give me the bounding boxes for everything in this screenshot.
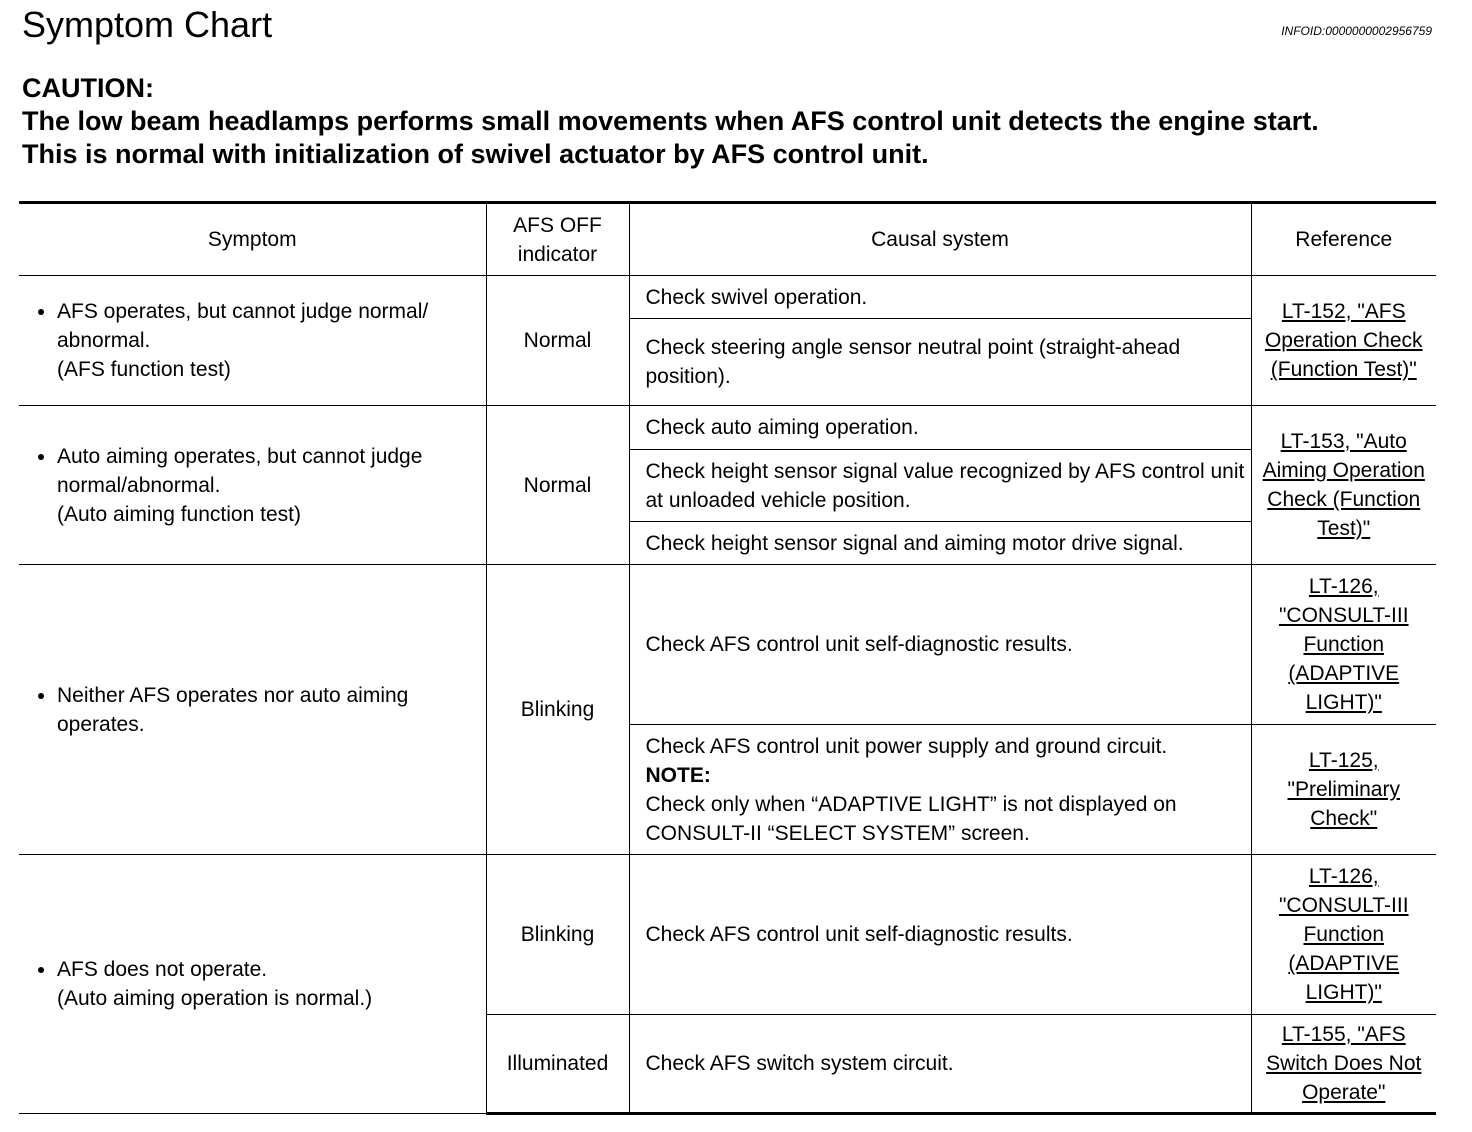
- symptom-item: • AFS does not operate. (Auto aiming operation is normal.): [57, 955, 478, 1013]
- info-id: INFOID:0000000002956759: [1281, 24, 1432, 38]
- reference-link[interactable]: LT-153, "Auto Aiming Operation Check (Function Test)": [1251, 406, 1436, 565]
- cause-cell: Check steering angle sensor neutral point (straight-ahead position).: [629, 319, 1251, 406]
- table-row: [19, 565, 1436, 725]
- symptom-cell: [19, 406, 486, 565]
- indicator-cell: Blinking: [486, 855, 629, 1015]
- indicator-cell: Illuminated: [486, 1015, 629, 1114]
- note-text: Check only when “ADAPTIVE LIGHT” is not displayed on CONSULT-II “SELECT SYSTEM” screen.: [645, 792, 1177, 845]
- symptom-cell: [19, 276, 486, 406]
- reference-link[interactable]: LT-125, "Preliminary Check": [1251, 725, 1436, 855]
- symptom-item: • AFS operates, but cannot judge normal/ abnormal. (AFS function test): [57, 297, 478, 384]
- cause-cell: Check AFS control unit self-diagnostic results.: [629, 565, 1251, 725]
- header-indicator: [486, 203, 629, 276]
- caution-label: CAUTION:: [22, 73, 154, 103]
- cause-cell: Check swivel operation.: [629, 276, 1251, 319]
- cause-cell: Check height sensor signal value recognized by AFS control unit at unloaded vehicle position.: [629, 450, 1251, 522]
- cause-cell: Check AFS switch system circuit.: [629, 1015, 1251, 1114]
- reference-link[interactable]: LT-126, "CONSULT-III Function (ADAPTIVE LIGHT)": [1251, 565, 1436, 725]
- table-row: [19, 406, 1436, 450]
- symptom-item: • Neither AFS operates nor auto aiming operates.: [57, 681, 478, 739]
- page-title: Symptom Chart: [22, 4, 273, 45]
- header-indicator-line-2: indicator: [517, 242, 598, 266]
- symptom-item: • Auto aiming operates, but cannot judge normal/abnormal. (Auto aiming function test): [57, 442, 478, 529]
- cause-cell: Check AFS control unit power supply and ground circuit. NOTE: Check only when “ADAPTIVE LIGHT” is not displayed on CONSULT-II “SELECT SYSTEM” screen.: [629, 725, 1251, 855]
- symptom-cell: [19, 855, 486, 1114]
- reference-link[interactable]: LT-155, "AFS Switch Does Not Operate": [1251, 1015, 1436, 1114]
- indicator-cell: Normal: [486, 276, 629, 406]
- note-label: NOTE:: [645, 763, 711, 787]
- header-causal: Causal system: [629, 203, 1251, 276]
- table-header-row: [19, 203, 1436, 276]
- table-row: [19, 855, 1436, 1015]
- symptom-cell: [19, 565, 486, 855]
- caution-line-1: The low beam headlamps performs small movements when AFS control unit detects the engine start.: [22, 106, 1319, 136]
- reference-link[interactable]: LT-152, "AFS Operation Check (Function Test)": [1251, 276, 1436, 406]
- symptom-table: [19, 201, 1436, 1115]
- header-indicator-line-1: AFS OFF: [513, 213, 602, 237]
- caution-block: [22, 72, 1319, 171]
- header-reference: Reference: [1251, 203, 1436, 276]
- reference-link[interactable]: LT-126, "CONSULT-III Function (ADAPTIVE LIGHT)": [1251, 855, 1436, 1015]
- cause-cell: Check auto aiming operation.: [629, 406, 1251, 450]
- indicator-cell: Normal: [486, 406, 629, 565]
- indicator-cell: Blinking: [486, 565, 629, 855]
- cause-cell: Check height sensor signal and aiming motor drive signal.: [629, 522, 1251, 565]
- table-row: [19, 276, 1436, 319]
- caution-line-2: This is normal with initialization of swivel actuator by AFS control unit.: [22, 139, 929, 169]
- header-symptom: Symptom: [19, 203, 486, 276]
- cause-cell: Check AFS control unit self-diagnostic results.: [629, 855, 1251, 1015]
